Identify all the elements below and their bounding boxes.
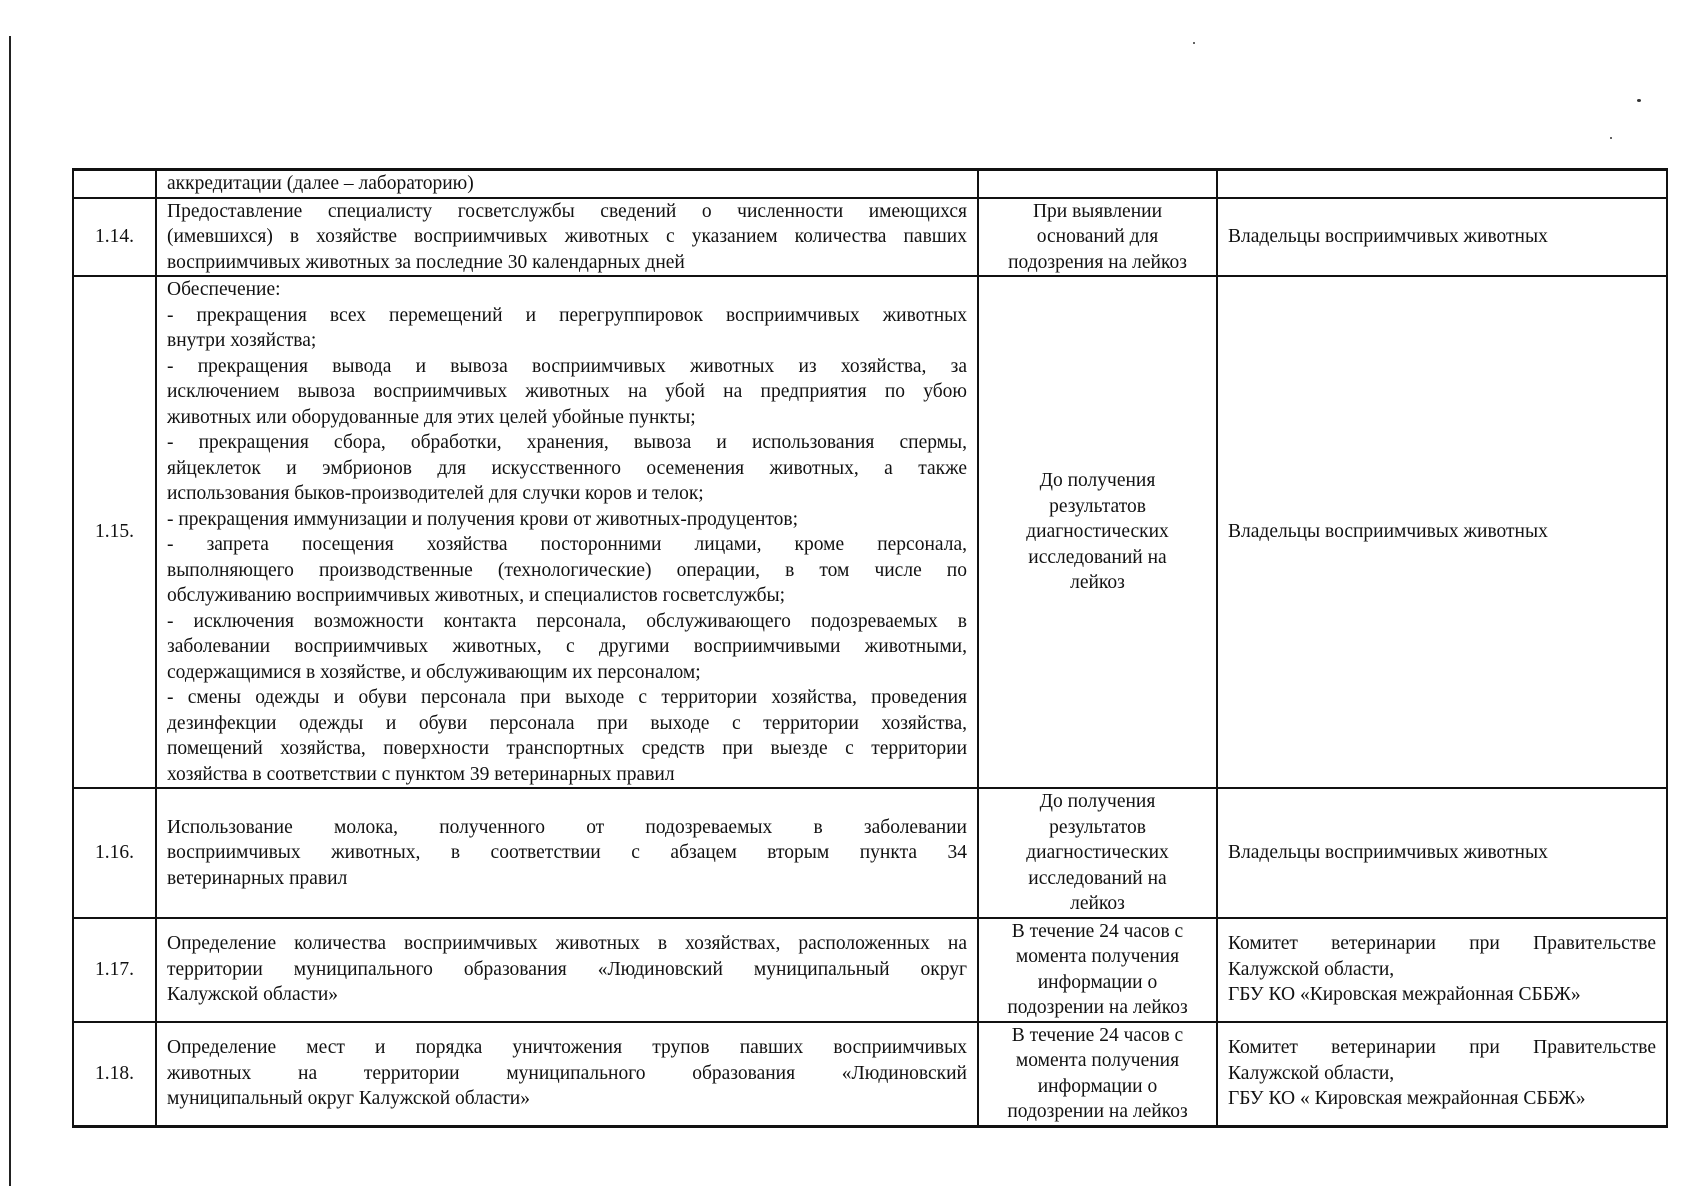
table-row (73, 276, 1667, 788)
term-line: момента получения (1015, 946, 1180, 967)
term-line: лейкоз (1070, 572, 1125, 594)
table-row (73, 198, 1667, 277)
action-line: Использование молока, полученного от подозреваемых в заболевании (167, 816, 967, 838)
action-cell (156, 198, 978, 277)
action-line: - прекращения всех перемещений и перегруппировок восприимчивых животных (167, 304, 967, 326)
responsible-line: ГБУ КО «Кировская межрайонная СББЖ» (1228, 984, 1581, 1006)
table-row (73, 918, 1667, 1022)
scan-speck (1637, 99, 1641, 102)
term-line: диагностических (1026, 521, 1169, 543)
term-line: исследований на (1028, 546, 1167, 568)
action-line: хозяйства в соответствии с пунктом 39 ветеринарных правил (167, 763, 675, 785)
action-line: - запрета посещения хозяйства посторонними лицами, кроме персонала, (167, 534, 967, 555)
term-line: До получения (1039, 470, 1156, 492)
term-line: лейкоз (1070, 893, 1125, 914)
responsible-line: Комитет ветеринарии при Правительстве (1228, 1037, 1656, 1059)
action-line: восприимчивых животных, в соответствии с абзацем вторым пункта 34 (167, 842, 967, 863)
term-cell (978, 198, 1217, 277)
row-number-cell: 1.18. (73, 1022, 156, 1127)
action-cell (156, 1022, 978, 1127)
action-line: содержащимися в хозяйстве, и обслуживающим их персоналом; (167, 661, 701, 683)
term-line: подозрения на лейкоз (1008, 251, 1187, 273)
action-line: (имевшихся) в хозяйстве восприимчивых животных с указанием количества павших (167, 226, 967, 247)
term-line: В течение 24 часов с (1011, 920, 1184, 942)
responsible-line: Комитет ветеринарии при Правительстве (1228, 933, 1656, 955)
action-cell (156, 276, 978, 788)
row-number-cell (73, 170, 156, 198)
term-line: оснований для (1036, 226, 1159, 247)
action-line: - смены одежды и обуви персонала при выходе с территории хозяйства, проведения (167, 687, 967, 708)
responsible-cell (1217, 788, 1667, 918)
scan-speck (1193, 42, 1195, 44)
action-line: - прекращения сбора, обработки, хранения, вывоза и использования спермы, (167, 432, 967, 453)
scan-margin-line (9, 36, 11, 1186)
action-line: внутри хозяйства; (167, 330, 317, 351)
term-line: При выявлении (1032, 200, 1163, 222)
term-cell (978, 1022, 1217, 1127)
action-line: яйцеклеток и эмбрионов для искусственного осеменения животных, а также (167, 457, 967, 479)
term-line: До получения (1039, 791, 1156, 812)
row-number-cell: 1.17. (73, 918, 156, 1022)
action-line: муниципальный округ Калужской области» (167, 1088, 530, 1110)
responsible-line: Владельцы восприимчивых животных (1228, 521, 1548, 543)
action-line: использования быков-производителей для случки коров и телок; (167, 483, 704, 504)
action-line: аккредитации (далее – лабораторию) (167, 173, 474, 194)
table-row (73, 170, 1667, 198)
action-line: - прекращения иммунизации и получения крови от животных-продуцентов; (167, 508, 799, 530)
row-number-cell: 1.15. (73, 276, 156, 788)
action-line: Определение количества восприимчивых животных в хозяйствах, расположенных на (167, 933, 967, 955)
responsible-line: Владельцы восприимчивых животных (1228, 226, 1548, 247)
responsible-cell (1217, 276, 1667, 788)
action-line: помещений хозяйства, поверхности транспортных средств при выезде с территории (167, 738, 967, 759)
action-line: Предоставление специалисту госветслужбы сведений о численности имеющихся (167, 200, 967, 222)
responsible-cell (1217, 1022, 1667, 1127)
action-line: исключением вывоза восприимчивых животных на убой на предприятия по убою (167, 381, 967, 402)
action-line: территории муниципального образования «Людиновский муниципальный округ (167, 958, 967, 980)
row-number-cell: 1.14. (73, 198, 156, 277)
action-line: - исключения возможности контакта персонала, обслуживающего подозреваемых в (167, 610, 967, 632)
term-cell (978, 918, 1217, 1022)
action-line: животных на территории муниципального образования «Людиновский (167, 1062, 967, 1084)
action-cell (156, 788, 978, 918)
measures-table (72, 168, 1668, 1128)
term-line: подозрении на лейкоз (1007, 997, 1188, 1018)
scan-speck (1610, 137, 1612, 139)
term-line: момента получения (1015, 1050, 1180, 1071)
action-line: ветеринарных правил (167, 867, 348, 889)
table-row (73, 1022, 1667, 1127)
action-line: дезинфекции одежды и обуви персонала при выходе с территории хозяйства, (167, 712, 967, 734)
term-cell (978, 788, 1217, 918)
term-line: результатов (1049, 495, 1146, 517)
term-line: информации о (1037, 971, 1158, 993)
action-line: обслуживанию восприимчивых животных, и специалистов госветслужбы; (167, 585, 786, 606)
action-line: заболевании восприимчивых животных, с другими восприимчивыми животными, (167, 636, 967, 657)
action-line: восприимчивых животных за последние 30 календарных дней (167, 251, 685, 273)
term-line: диагностических (1026, 842, 1169, 863)
action-line: Калужской области» (167, 984, 339, 1006)
action-line: - прекращения вывода и вывоза восприимчивых животных из хозяйства, за (167, 355, 967, 377)
term-line: результатов (1049, 816, 1146, 838)
action-cell (156, 918, 978, 1022)
responsible-cell (1217, 170, 1667, 198)
responsible-line: ГБУ КО « Кировская межрайонная СББЖ» (1228, 1088, 1586, 1110)
term-cell (978, 170, 1217, 198)
action-line: животных или оборудованные для этих целей убойные пункты; (167, 406, 696, 428)
table-row (73, 788, 1667, 918)
action-line: Обеспечение: (167, 279, 281, 300)
responsible-cell (1217, 918, 1667, 1022)
term-line: исследований на (1028, 867, 1167, 889)
row-number-cell: 1.16. (73, 788, 156, 918)
term-line: В течение 24 часов с (1011, 1024, 1184, 1046)
term-line: подозрении на лейкоз (1007, 1101, 1188, 1122)
action-line: Определение мест и порядка уничтожения трупов павших восприимчивых (167, 1037, 967, 1059)
responsible-line: Владельцы восприимчивых животных (1228, 842, 1548, 863)
action-cell (156, 170, 978, 198)
responsible-line: Калужской области, (1228, 1062, 1395, 1084)
responsible-cell (1217, 198, 1667, 277)
term-cell (978, 276, 1217, 788)
term-line: информации о (1037, 1075, 1158, 1097)
action-line: выполняющего производственные (технологические) операции, в том числе по (167, 559, 967, 581)
responsible-line: Калужской области, (1228, 958, 1395, 980)
